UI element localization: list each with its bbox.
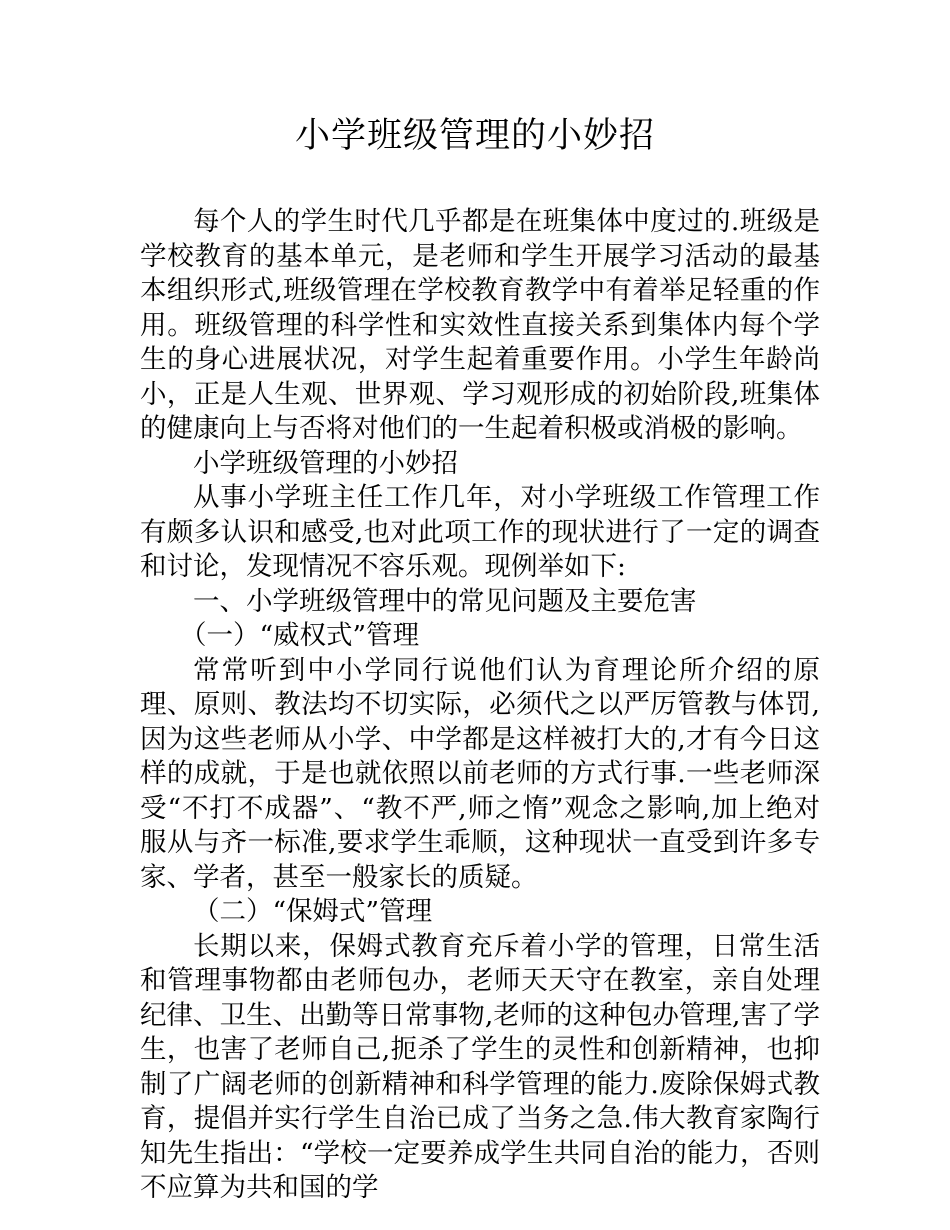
paragraph-subtitle: 小学班级管理的小妙招 (193, 447, 458, 479)
paragraph-nanny: 长期以来，保姆式教育充斥着小学的管理，日常生活和管理事物都由老师包办，老师天天守在教室，亲自处理纪律、卫生、出勤等日常事物,老师的这种包办管理,害了学生，也害了老师自己,扼杀了学生的灵性和创新精神，也抑制了广阔老师的创新精神和科学管理的能力.废除保姆式教育，提倡并实行学生自治已成了当务之急.伟大教育家陶行知先生指出：“学校一定要养成学生共同自治的能力，否则不应算为共和国的学 (140, 930, 820, 1203)
subsection-heading-nanny: （二）“保姆式”管理 (193, 896, 433, 927)
document-title: 小学班级管理的小妙招 (294, 116, 655, 156)
paragraph-intro: 每个人的学生时代几乎都是在班集体中度过的.班级是学校教育的基本单元，是老师和学生开展学习活动的最基本组织形式,班级管理在学校教育教学中有着举足轻重的作用。班级管理的科学性和实效性直接关系到集体内每个学生的身心进展状况，对学生起着重要作用。小学生年龄尚小，正是人生观、世界观、学习观形成的初始阶段,班集体的健康向上与否将对他们的一生起着积极或消极的影响。 (140, 206, 820, 444)
subsection-heading-authoritarian: （一）“威权式”管理 (180, 620, 420, 651)
paragraph-experience: 从事小学班主任工作几年，对小学班级工作管理工作有颇多认识和感受,也对此项工作的现状进行了一定的调查和讨论，发现情况不容乐观。现例举如下: (140, 482, 820, 582)
section-heading-problems: 一、小学班级管理中的常见问题及主要危害 (193, 585, 697, 617)
document-body (140, 205, 820, 1206)
paragraph-authoritarian: 常常听到中小学同行说他们认为育理论所介绍的原理、原则、教法均不切实际，必须代之以严厉管教与体罚,因为这些老师从小学、中学都是这样被打大的,才有今日这样的成就，于是也就依照以前老师的方式行事.一些老师深受“不打不成器”、“教不严,师之惰”观念之影响,加上绝对服从与齐一标准,要求学生乖顺，这种现状一直受到许多专家、学者，甚至一般家长的质疑。 (140, 654, 820, 893)
